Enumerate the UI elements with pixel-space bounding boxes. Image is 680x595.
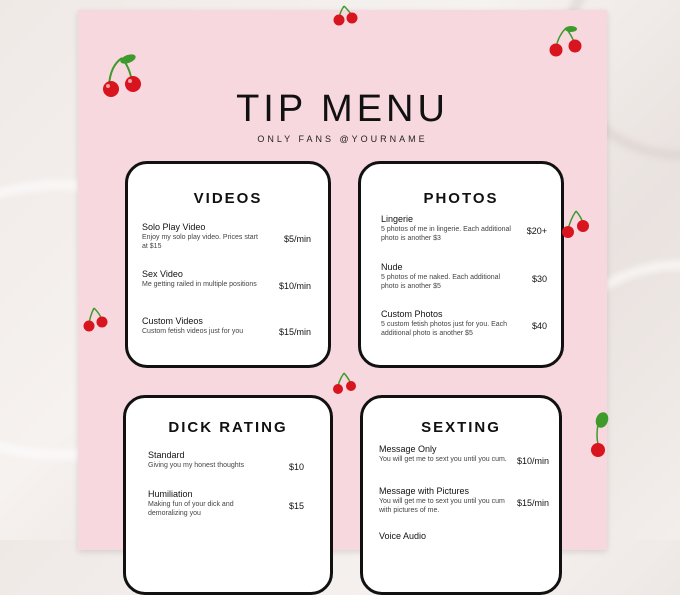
item-description: You will get me to sext you until you cum. <box>379 456 507 463</box>
item-name: Humiliation <box>148 489 193 499</box>
item-price: $10 <box>288 462 304 472</box>
item-description: 5 photos of me naked. Each additional photo is another $5 <box>381 274 501 290</box>
dick-rating-card-title: DICK RATING <box>168 419 288 436</box>
item-description: 5 custom fetish photos just for you. Each additional photo is another $5 <box>381 321 508 337</box>
list-item <box>142 269 260 289</box>
item-price: $15 <box>288 501 304 511</box>
page-subtitle: ONLY FANS @YOURNAME <box>257 134 428 144</box>
item-description: Me getting railed in multiple positions <box>142 281 257 288</box>
item-price: $30 <box>531 274 547 284</box>
item-price: $40 <box>531 321 547 331</box>
sexting-card <box>360 395 562 595</box>
page-title: TIP MENU <box>236 88 449 130</box>
item-description: Enjoy my solo play video. Prices start at $15 <box>142 234 258 250</box>
list-item <box>379 486 514 515</box>
item-name: Custom Videos <box>142 316 203 326</box>
item-price: $5/min <box>283 234 311 244</box>
cherry-icon <box>582 410 614 460</box>
dick-rating-card <box>123 395 333 595</box>
cherry-icon <box>556 208 590 242</box>
sexting-card-title: SEXTING <box>421 419 501 436</box>
cherry-icon <box>330 370 360 398</box>
item-name: Voice Audio <box>379 531 427 541</box>
item-description: Custom fetish videos just for you <box>142 328 244 335</box>
item-name: Nude <box>381 262 403 272</box>
list-item <box>148 489 273 518</box>
item-name: Message with Pictures <box>379 486 470 496</box>
item-description: Giving you my honest thoughts <box>148 462 245 469</box>
list-item <box>148 450 273 470</box>
cherry-icon <box>98 52 148 100</box>
item-description: Making fun of your dick and demoralizing you <box>148 501 234 517</box>
item-description: 5 photos of me in lingerie. Each additional photo is another $3 <box>381 226 511 242</box>
item-price: $20+ <box>526 226 547 236</box>
photos-card-title: PHOTOS <box>423 190 499 207</box>
item-price: $10/min <box>278 281 311 291</box>
videos-card-title: VIDEOS <box>193 190 263 207</box>
item-name: Custom Photos <box>381 309 443 319</box>
list-item <box>379 444 514 464</box>
list-item <box>381 262 516 291</box>
list-item <box>381 214 516 243</box>
item-price: $15/min <box>278 327 311 337</box>
item-description: You will get me to sext you until you cum with pictures of me. <box>379 498 505 514</box>
item-price: $10/min <box>516 456 549 466</box>
list-item <box>142 222 260 251</box>
photos-card <box>358 161 564 368</box>
cherry-icon <box>546 24 586 60</box>
item-name: Message Only <box>379 444 437 454</box>
item-name: Solo Play Video <box>142 222 206 232</box>
cherry-icon <box>330 4 362 28</box>
videos-card <box>125 161 331 368</box>
cherry-icon <box>80 304 112 336</box>
tip-menu-page <box>78 10 607 550</box>
item-name: Standard <box>148 450 185 460</box>
item-price: $15/min <box>516 498 549 508</box>
list-item <box>142 316 272 336</box>
item-name: Lingerie <box>381 214 414 224</box>
item-name: Sex Video <box>142 269 183 279</box>
list-item <box>381 309 521 338</box>
